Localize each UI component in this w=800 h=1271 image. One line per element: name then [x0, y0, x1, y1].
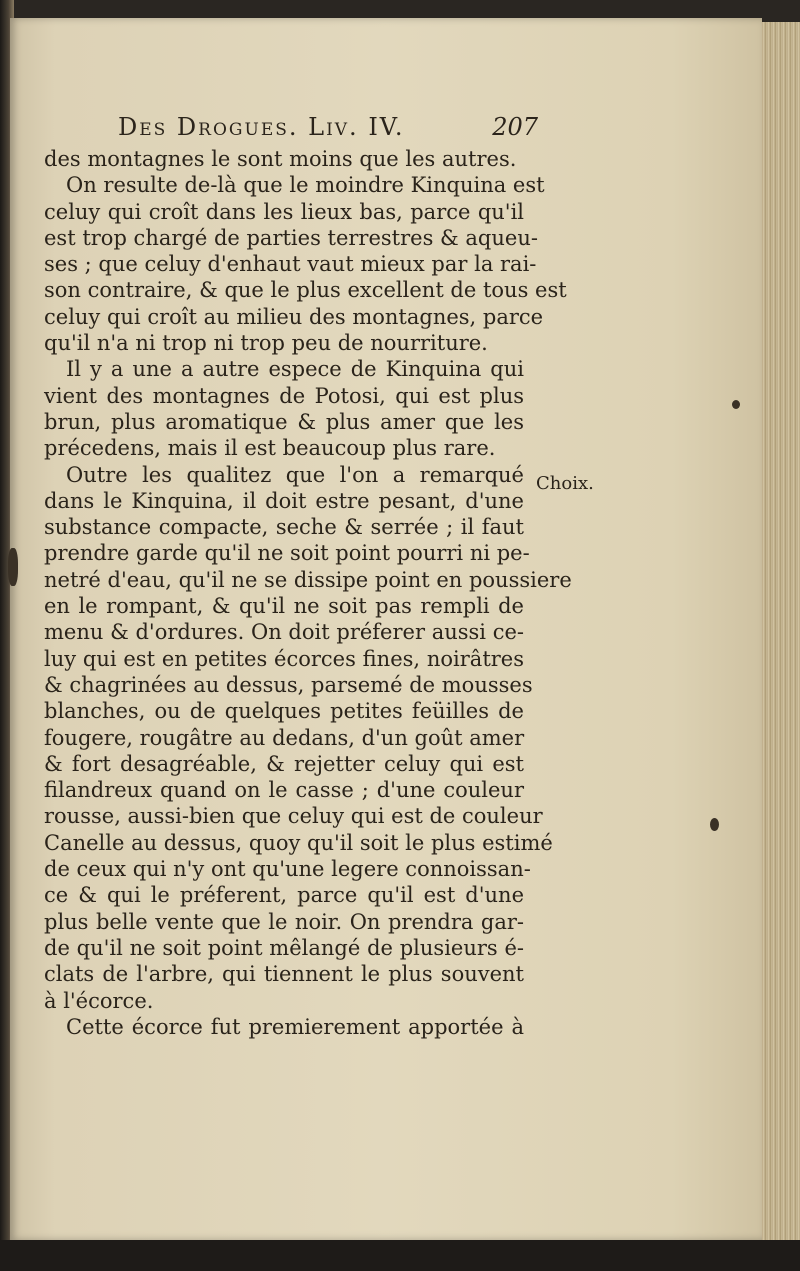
- text-line: substance compacte, seche & serrée ; il faut: [44, 515, 524, 540]
- text-line: celuy qui croît au milieu des montagnes, parce: [44, 304, 544, 329]
- margin-note: Choix.: [536, 473, 594, 494]
- ink-spot: [8, 548, 18, 586]
- text-line: en le rompant, & qu'il ne soit pas rempli de: [44, 594, 524, 619]
- text-line: & fort desagréable, & rejetter celuy qui est: [44, 751, 524, 776]
- text-line: Il y a une a autre espece de Kinquina qui: [66, 357, 524, 382]
- text-line: Canelle au dessus, quoy qu'il soit le plus estimé: [44, 830, 553, 855]
- background-strip: [0, 1240, 800, 1271]
- text-line: filandreux quand on le casse ; d'une couleur: [44, 778, 524, 803]
- text-line: prendre garde qu'il ne soit point pourri ni pe-: [44, 541, 530, 566]
- ink-spot: [732, 400, 740, 409]
- text-line: des montagnes le sont moins que les autres.: [44, 147, 517, 171]
- text-line: son contraire, & que le plus excellent de tous est: [44, 278, 567, 303]
- text-line: rousse, aussi-bien que celuy qui est de couleur: [44, 804, 543, 829]
- text-line: ses ; que celuy d'enhaut vaut mieux par la rai-: [44, 252, 537, 277]
- ink-spot: [710, 818, 719, 831]
- text-line: dans le Kinquina, il doit estre pesant, d'une: [44, 488, 524, 513]
- text-line: à l'écorce.: [44, 988, 154, 1013]
- text-line: celuy qui croît dans les lieux bas, parce qu'il: [44, 199, 524, 224]
- text-line: blanches, ou de quelques petites feüilles de: [44, 699, 524, 724]
- text-line: luy qui est en petites écorces fines, noirâtres: [44, 646, 524, 671]
- text-line: vient des montagnes de Potosi, qui est plus: [44, 383, 524, 408]
- text-line: qu'il n'a ni trop ni trop peu de nourriture.: [44, 331, 488, 356]
- text-line: précedens, mais il est beaucoup plus rare.: [44, 436, 496, 461]
- text-line: netré d'eau, qu'il ne se dissipe point en poussiere: [44, 567, 572, 592]
- text-line: plus belle vente que le noir. On prendra gar-: [44, 909, 524, 934]
- text-line: On resulte de-là que le moindre Kinquina est: [66, 173, 545, 198]
- text-line: de ceux qui n'y ont qu'une legere connoissan-: [44, 857, 531, 882]
- text-line: menu & d'ordures. On doit préferer aussi ce-: [44, 620, 524, 645]
- running-head: Des Drogues. Liv. IV.: [118, 113, 405, 141]
- text-line: & chagrinées au dessus, parsemé de mousses: [44, 672, 533, 697]
- page-header: [118, 113, 538, 147]
- text-line: Cette écorce fut premierement apportée à: [66, 1014, 524, 1039]
- text-line: Outre les qualitez que l'on a remarqué: [66, 462, 524, 487]
- text-line: est trop chargé de parties terrestres & aqueu-: [44, 225, 538, 250]
- text-line: brun, plus aromatique & plus amer que les: [44, 409, 524, 434]
- text-line: fougere, rougâtre au dedans, d'un goût amer: [44, 725, 525, 750]
- page-number: 207: [492, 113, 538, 141]
- text-line: de qu'il ne soit point mêlangé de plusieurs é-: [44, 935, 524, 960]
- text-line: ce & qui le préferent, parce qu'il est d'une: [44, 883, 524, 908]
- text-line: clats de l'arbre, qui tiennent le plus souvent: [44, 962, 524, 987]
